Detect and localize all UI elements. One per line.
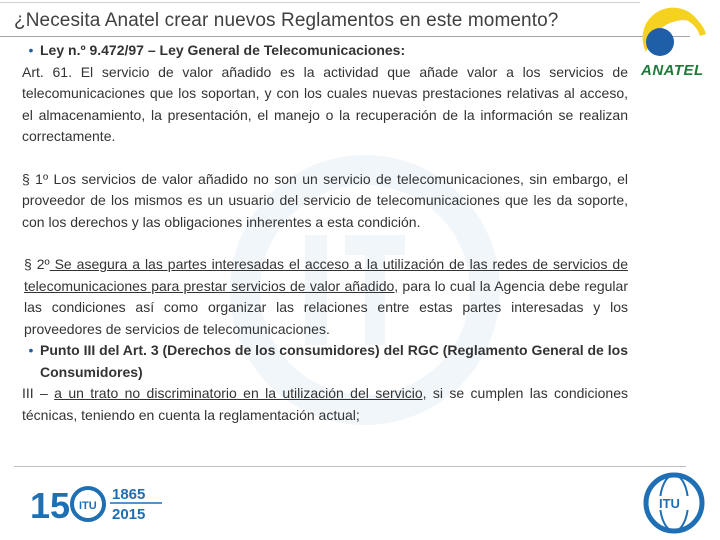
item-iii-rest: si se cumplen las condiciones técnicas, teniendo en cuenta la reglamentación actual; <box>22 385 628 423</box>
article-61-paragraph: Art. 61. El servicio de valor añadido es la actividad que añade valor a los servicios de telecomunicaciones que los soportan, y con los cuales nuevas prestaciones relativas al acceso, el almacenamiento, la presentación, el manejo o la recuperación de la información se realizan correctamente. <box>22 63 628 144</box>
bullet-marker: • <box>28 42 34 58</box>
paragraph-2-underlined: Se asegura a las partes interesadas el acceso a la utilización de las redes de servicios de telecomunicaciones para prestar servicios de valor añadido, <box>24 256 628 294</box>
itu-150-logo <box>30 480 180 526</box>
slide-title: ¿Necesita Anatel crear nuevos Reglamentos en este momento? <box>14 10 559 31</box>
bullet-text: Ley n.º 9.472/97 – Ley General de Telecomunicaciones: <box>40 42 406 58</box>
title-underline <box>0 36 690 37</box>
item-iii-underlined: a un trato no discriminatorio en la utilización del servicio, <box>54 385 427 401</box>
item-iii-paragraph <box>22 383 628 426</box>
title-top-rule <box>0 2 640 3</box>
bullet-rgc <box>22 340 628 383</box>
bullet-marker: • <box>28 342 34 358</box>
paragraph-1: § 1º Los servicios de valor añadido no son un servicio de telecomunicaciones, sin embargo, el proveedor de los mismos es un usuario del servicio de telecomunicaciones que les da soporte, con los derechos y las obligaciones inherentes a esta condición. <box>22 170 628 230</box>
logo-150-itu: ITU <box>79 500 97 512</box>
bullet-ley-general <box>22 40 628 62</box>
item-iii-lead: III – <box>22 385 55 401</box>
logo-year-2015: 2015 <box>112 506 146 523</box>
itu-logo <box>640 470 708 536</box>
paragraph-2-lead: § 2º <box>24 256 50 272</box>
logo-150-number: 15 <box>30 485 71 526</box>
bullet-text: Punto III del Art. 3 (Derechos de los consumidores) del RGC (Reglamento General de los Consumidores) <box>40 342 628 380</box>
footer-rule <box>14 466 686 467</box>
slide-body <box>22 40 628 426</box>
itu-logo-text: ITU <box>659 496 680 511</box>
paragraph-2-rest: para lo cual la Agencia debe regular las condiciones así como organizar las relaciones entre estas partes interesadas y los proveedores de servicios de telecomunicaciones. <box>24 277 628 337</box>
anatel-logo-text: ANATEL <box>641 62 704 79</box>
logo-year-1865: 1865 <box>112 486 146 503</box>
paragraph-2 <box>22 254 628 340</box>
